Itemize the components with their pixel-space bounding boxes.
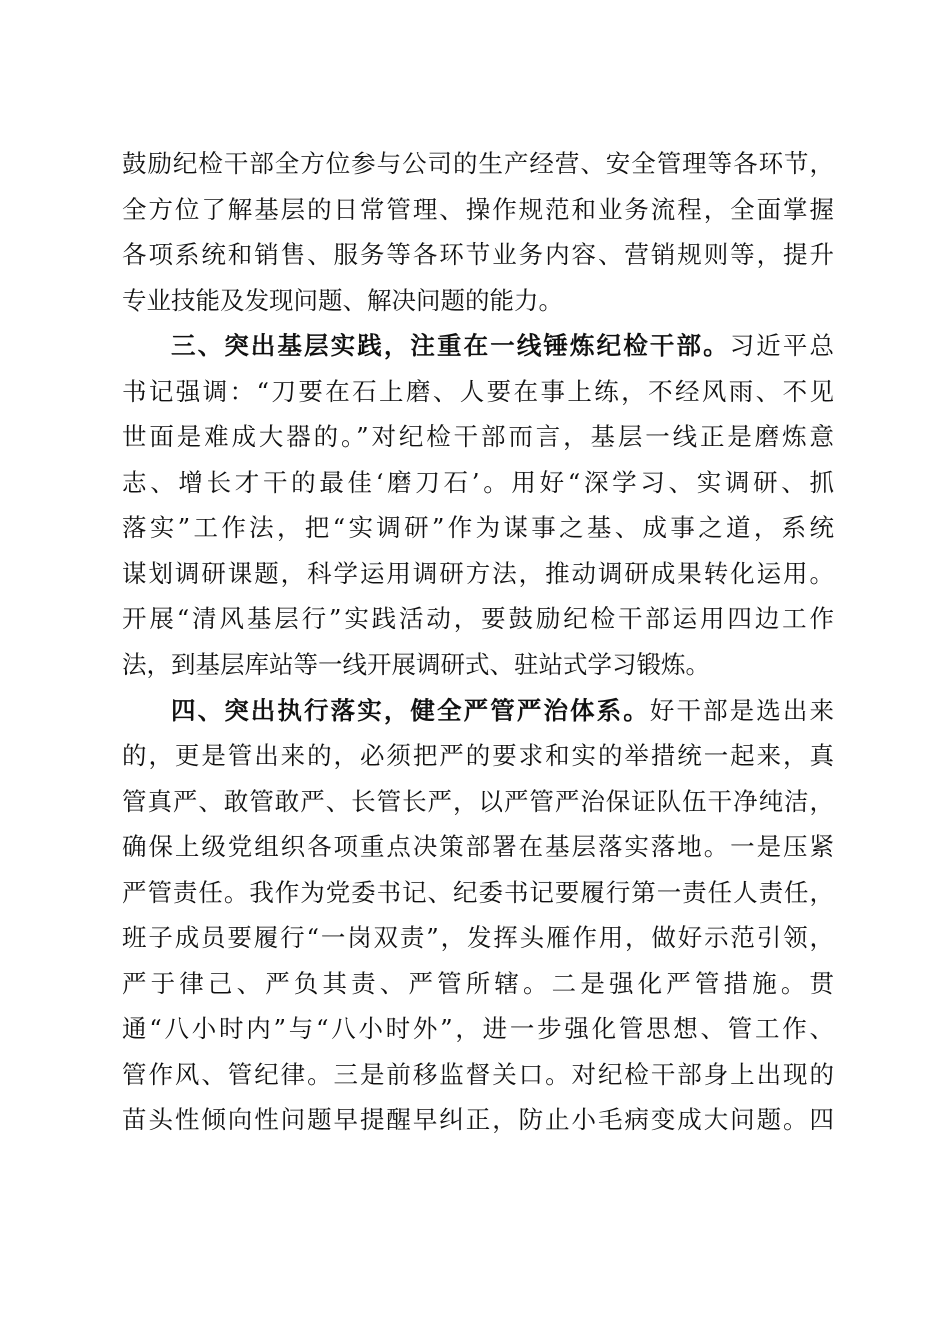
text-line: 班子成员要履行“一岗双责”，发挥头雁作用，做好示范引领， <box>122 923 834 953</box>
paragraph-3 <box>122 688 834 1143</box>
text-line: 管真严、敢管敢严、长管长严，以严管严治保证队伍干净纯洁， <box>122 786 834 816</box>
text-line: 严管责任。我作为党委书记、纪委书记要履行第一责任人责任， <box>122 877 834 907</box>
text-line: 通“八小时内”与“八小时外”，进一步强化管思想、管工作、 <box>122 1014 834 1044</box>
text-line: 全方位了解基层的日常管理、操作规范和业务流程，全面掌握 <box>122 194 834 224</box>
text-line: 世面是难成大器的。”对纪检干部而言，基层一线正是磨炼意 <box>122 422 834 452</box>
text-run: 习近平总 <box>729 331 834 361</box>
text-line: 严于律己、严负其责、严管所辖。二是强化严管措施。贯 <box>122 968 834 998</box>
text-line: 专业技能及发现问题、解决问题的能力。 <box>122 285 563 315</box>
paragraph-2 <box>122 323 834 687</box>
text-line: 各项系统和销售、服务等各环节业务内容、营销规则等，提升 <box>122 240 834 270</box>
document-body <box>122 141 834 1143</box>
paragraph-1 <box>122 141 834 323</box>
paragraph-first-line <box>122 688 834 734</box>
text-line: 谋划调研课题，科学运用调研方法，推动调研成果转化运用。 <box>122 558 834 588</box>
text-line: 管作风、管纪律。三是前移监督关口。对纪检干部身上出现的 <box>122 1059 834 1089</box>
text-line: 开展“清风基层行”实践活动，要鼓励纪检干部运用四边工作 <box>122 604 834 634</box>
text-line: 法，到基层库站等一线开展调研式、驻站式学习锻炼。 <box>122 650 710 680</box>
text-run: 好干部是选出来 <box>649 695 834 725</box>
section-heading-4: 四、突出执行落实，健全严管严治体系。 <box>171 695 650 725</box>
text-line: 的，更是管出来的，必须把严的要求和实的举措统一起来，真 <box>122 741 834 771</box>
text-line: 苗头性倾向性问题早提醒早纠正，防止小毛病变成大问题。四 <box>122 1105 834 1135</box>
text-line: 落实”工作法，把“实调研”作为谋事之基、成事之道，系统 <box>122 513 834 543</box>
text-line: 志、增长才干的最佳‘磨刀石’。用好“深学习、实调研、抓 <box>122 467 834 497</box>
section-heading-3: 三、突出基层实践，注重在一线锤炼纪检干部。 <box>171 331 730 361</box>
text-line: 鼓励纪检干部全方位参与公司的生产经营、安全管理等各环节， <box>122 149 834 178</box>
text-line: 书记强调：“刀要在石上磨、人要在事上练，不经风雨、不见 <box>122 376 834 406</box>
paragraph-first-line <box>122 323 834 369</box>
text-line: 确保上级党组织各项重点决策部署在基层落实落地。一是压紧 <box>122 832 834 862</box>
